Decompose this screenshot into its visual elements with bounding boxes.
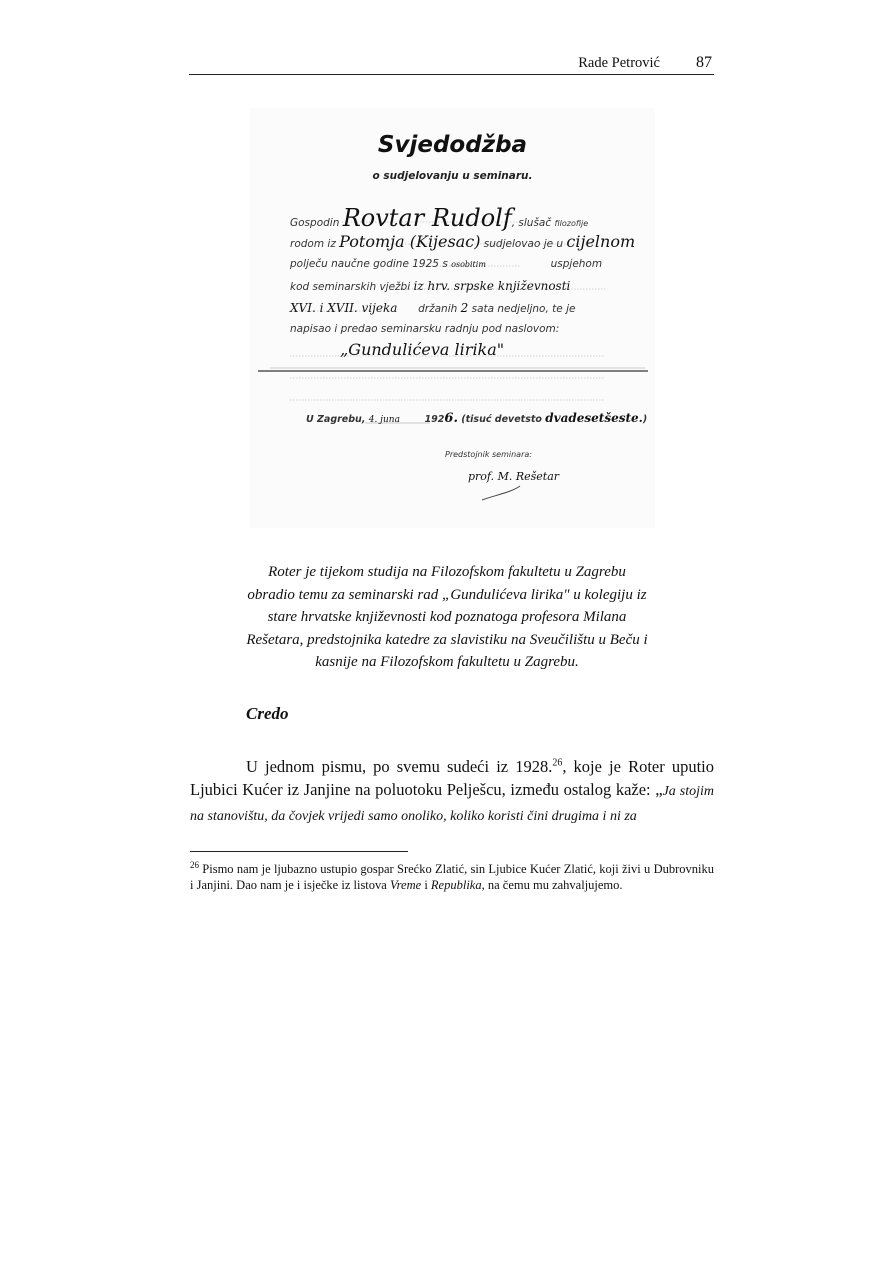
certificate-line-4 xyxy=(290,279,570,293)
footnote-text: , na čemu mu zahvaljujemo. xyxy=(481,878,623,892)
handwritten-text: 6. xyxy=(444,411,458,426)
cert-text: U Zagrebu, xyxy=(306,414,366,425)
certificate-line-7 xyxy=(340,340,504,359)
caption-line: stare hrvatske književnosti kod poznatoga profesora Milana xyxy=(267,609,627,625)
figure-caption xyxy=(232,561,662,674)
handwritten-place: Potomja (Kijesac) xyxy=(339,232,481,251)
signature: prof. M. Rešetar xyxy=(468,470,560,483)
certificate-subtitle: o sudjelovanju u seminaru. xyxy=(372,170,533,182)
footnote-number: 26 xyxy=(190,859,199,870)
cert-text: rodom iz xyxy=(290,238,336,250)
cert-text: polječu naučne godine 1925 xyxy=(290,258,439,270)
cert-text: 192 xyxy=(424,414,445,425)
footnote-ref[interactable]: 26 xyxy=(552,757,563,769)
running-header xyxy=(189,54,714,75)
handwritten-text: osobitim xyxy=(451,260,486,269)
caption-line: obradio temu za seminarski rad „Gundulićeva lirika" u kolegiju iz xyxy=(247,586,647,603)
footnote-paper-title: Republika xyxy=(430,878,482,892)
body-text: U jednom pismu, po svemu sudeći iz 1928. xyxy=(246,757,553,776)
certificate-date-line xyxy=(306,411,647,426)
cert-text: nedjeljno, te je xyxy=(497,303,576,315)
certificate-line-2 xyxy=(290,232,635,251)
cert-text: sudjelovao je u xyxy=(483,238,564,250)
certificate-image xyxy=(250,108,655,528)
body-quote: Ja stojim na stanovištu, da čovjek vrijedi samo onoliko, koliko koristi čini drugima i ni za xyxy=(190,784,714,824)
section-title: Credo xyxy=(246,704,289,723)
caption-line: Rešetara, predstojnika katedre za slavistiku na Sveučilištu u Beču i xyxy=(246,631,648,648)
caption-line: Roter je tijekom studija na Filozofskom fakultetu u Zagrebu xyxy=(268,564,626,580)
certificate-line-5 xyxy=(290,301,575,315)
cert-text: s xyxy=(442,258,448,270)
cert-text: (tisuć devetsto xyxy=(461,414,542,425)
handwritten-text: 4. juna xyxy=(368,415,400,425)
certificate-signature xyxy=(468,470,559,483)
page-number: 87 xyxy=(696,54,712,71)
handwritten-text: iz hrv. srpske književnosti xyxy=(413,279,571,293)
cert-text: kod seminarskih vježbi xyxy=(290,281,411,293)
footnote xyxy=(190,861,714,893)
caption-line: kasnije na Filozofskom fakultetu u Zagrebu. xyxy=(315,654,579,670)
handwritten-name: Rovtar Rudolf xyxy=(342,204,512,232)
certificate-line-6: napisao i predao seminarsku radnju pod naslovom: xyxy=(290,323,560,335)
cert-text: uspjehom xyxy=(550,258,603,270)
cert-text: filozofije xyxy=(554,219,589,228)
cert-text: sata xyxy=(471,303,495,315)
cert-text: Gospodin xyxy=(290,217,340,229)
footnote-text: Pismo nam je ljubazno ustupio gospar Srećko Zlatić, sin Ljubice Kućer Zlatić, koji živi u Dubrovniku i Janjini. Dao nam je i isječke iz listova xyxy=(190,862,714,892)
footnote-paper-title: Vreme xyxy=(389,878,422,892)
cert-text: držanih xyxy=(418,303,458,315)
cert-text: ) xyxy=(642,414,648,425)
handwritten-text: dvadesetšeste. xyxy=(545,411,643,425)
certificate-line-3 xyxy=(290,258,602,270)
footnote-text: i xyxy=(421,878,431,892)
certificate-title: Svjedodžba xyxy=(377,132,528,158)
handwritten-text: XVI. i XVII. vijeka xyxy=(290,301,398,315)
handwritten-text: 2 xyxy=(460,301,469,315)
cert-text: , slušač xyxy=(511,217,552,229)
header-author: Rade Petrović xyxy=(578,55,660,71)
body-paragraph xyxy=(190,755,714,828)
footnote-divider xyxy=(190,851,408,852)
certificate-line-1 xyxy=(290,204,588,232)
handwritten-text: cijelnom xyxy=(566,232,636,251)
handwritten-title: „Gundulićeva lirika" xyxy=(340,340,505,359)
body-text: , koje je Roter uputio Ljubici Kućer iz Janjine na poluotoku Pelješcu, između ostalog kaže: „ xyxy=(190,757,714,799)
certificate-signatory: Predstojnik seminara: xyxy=(445,450,532,459)
